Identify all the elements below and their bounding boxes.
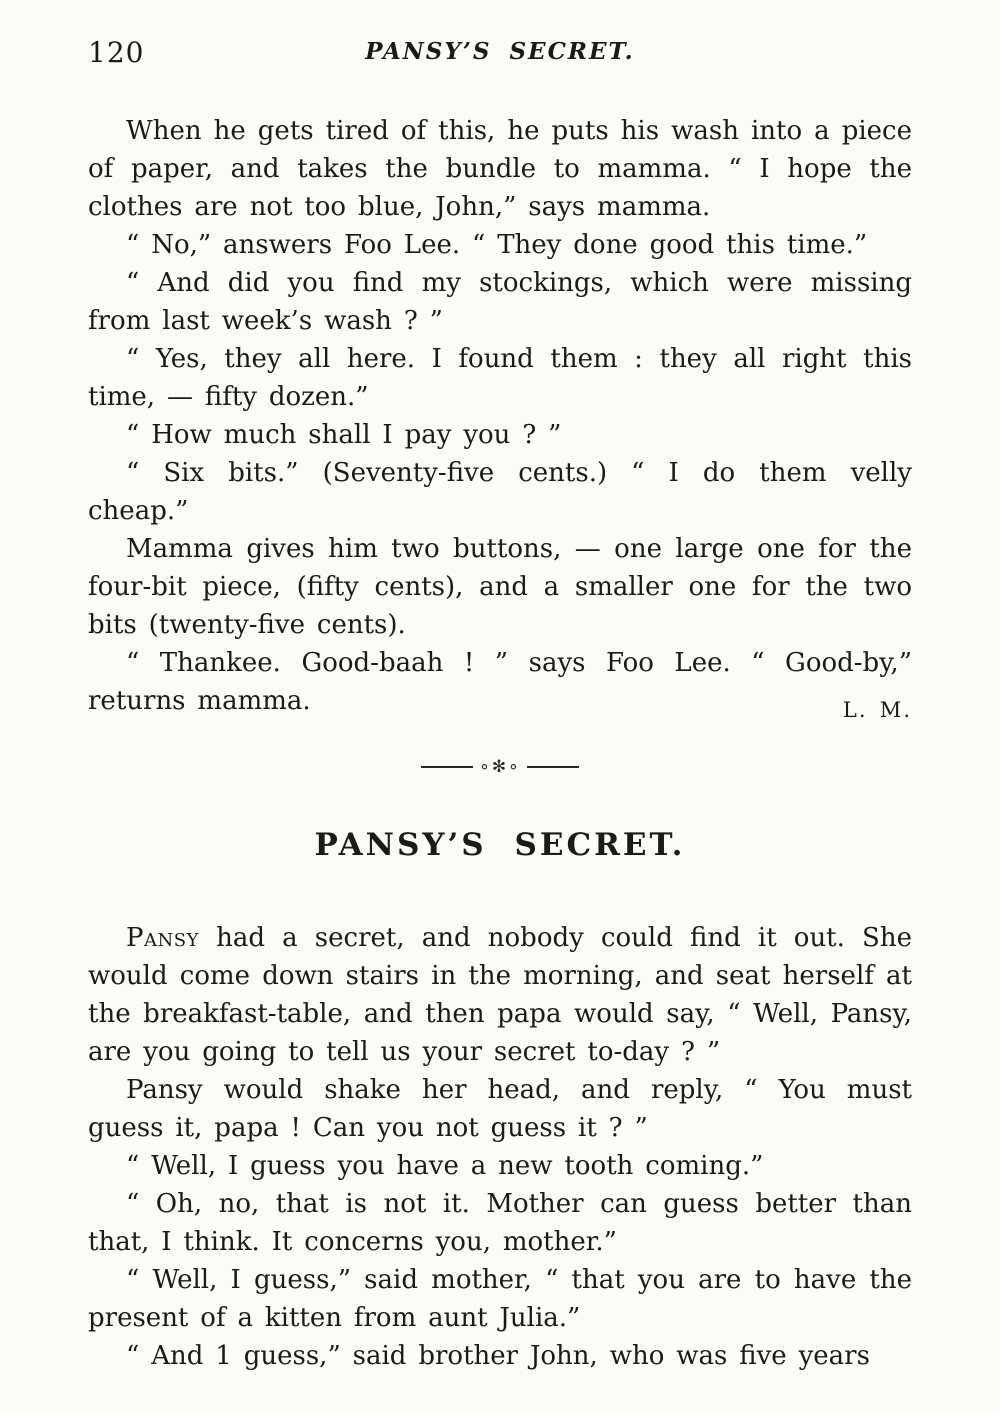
floral-ornament-icon: ∘✻∘ [479, 756, 521, 777]
paragraph: “ No,” answers Foo Lee. “ They done good this time.” [126, 230, 868, 260]
lead-small-caps: Pansy [126, 923, 199, 953]
story-pansys-secret [88, 919, 912, 1375]
section-title: PANSY’S SECRET. [314, 827, 686, 863]
paragraph: “ How much shall I pay you ? ” [126, 420, 562, 450]
running-head: PANSY’S SECRET. [365, 38, 635, 65]
paragraph: “ Oh, no, that is not it. Mother can guess better than that, I think. It concerns you, mother.” [88, 1189, 912, 1257]
paragraph: “ Yes, they all here. I found them : they all right this time, — fifty dozen.” [88, 344, 912, 412]
story-foo-lee [88, 112, 912, 729]
paragraph-with-signature [88, 644, 912, 729]
paragraph: “ And 1 guess,” said brother John, who was five years [126, 1341, 870, 1371]
page-number: 120 [88, 36, 145, 69]
paragraph-text: “ Thankee. Good-baah ! ” says Foo Lee. “ Good-by,” returns mamma. [88, 648, 912, 716]
divider-rule-left [421, 766, 473, 768]
paragraph: Mamma gives him two buttons, — one large one for the four-bit piece, (fifty cents), and a smaller one for the two bits (twenty-five cents). [88, 534, 912, 640]
paragraph-lead [88, 919, 912, 1071]
paragraph: “ Six bits.” (Seventy-five cents.) “ I do them velly cheap.” [88, 458, 912, 526]
paragraph: Pansy would shake her head, and reply, “ You must guess it, papa ! Can you not guess it ? ” [88, 1075, 912, 1143]
author-initials: L. M. [842, 698, 912, 722]
paragraph: When he gets tired of this, he puts his wash into a piece of paper, and takes the bundle to mamma. “ I hope the clothes are not too blue, John,” says mamma. [88, 116, 912, 222]
paragraph-text: had a secret, and nobody could find it out. She would come down stairs in the morning, and seat herself at the breakfast-table, and then papa would say, “ Well, Pansy, are you going to tell us your secret to-day ? ” [88, 923, 912, 1067]
page-header [88, 34, 912, 74]
paragraph: “ Well, I guess,” said mother, “ that you are to have the present of a kitten from aunt Julia.” [88, 1265, 912, 1333]
divider-rule-right [527, 766, 579, 768]
section-divider [88, 755, 912, 779]
paragraph: “ Well, I guess you have a new tooth coming.” [126, 1151, 764, 1181]
paragraph: “ And did you find my stockings, which were missing from last week’s wash ? ” [88, 268, 912, 336]
